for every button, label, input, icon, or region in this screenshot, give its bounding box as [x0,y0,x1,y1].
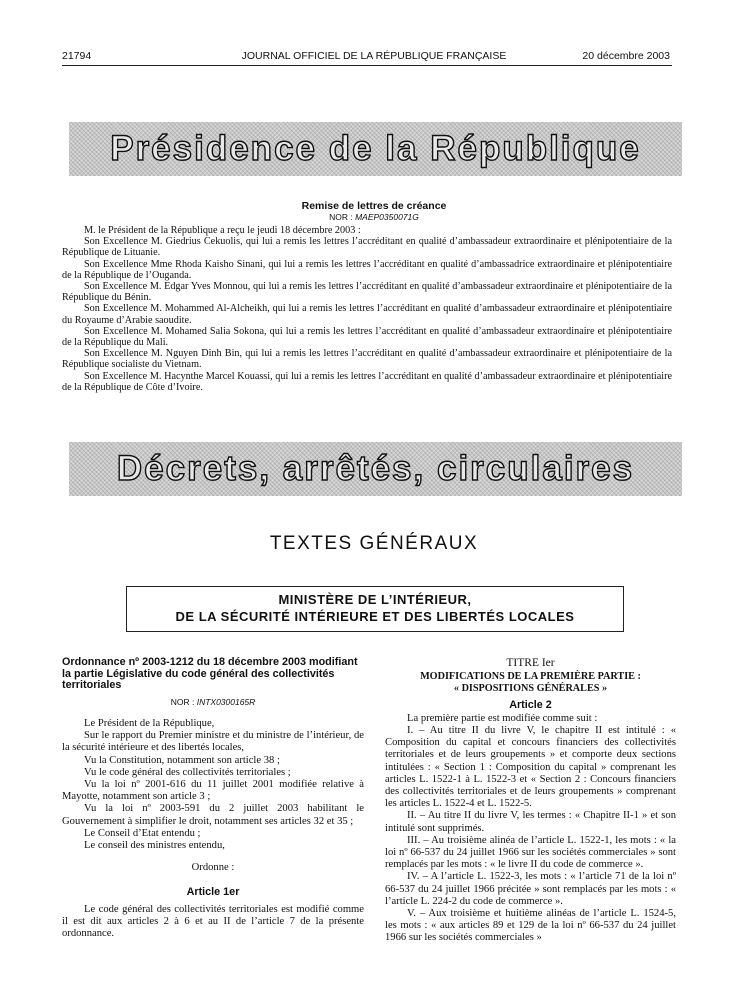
paragraph: Vu la loi nº 2001-616 du 11 juillet 2001 modifiée relative à Mayotte, notamment son article 3 ; [62,779,364,803]
paragraph: Le Conseil d’Etat entendu ; [84,827,201,839]
entry: Son Excellence Mme Rhoda Kaisho Sinani, qui lui a remis les lettres l’accréditant en qualité d’ambassadrice extraordinaire et plénipotentiaire de la République de l’Ouganda. [62,258,672,281]
paragraph: III. – Au troisième alinéa de l’article L. 1522-1, les mots : « la loi nº 66-537 du 24 juillet 1966 sur les sociétés commerciales » sont remplacés par les mots : « le livre II du code de commerce ». [385,834,676,871]
paragraph: IV. – A l’article L. 1522-3, les mots : « l’article 71 de la loi nº 66-537 du 24 juillet 1966 précitée » sont remplacés par les mots : « l’article L. 224-2 du code de commerce ». [385,871,676,907]
paragraph: Vu la loi nº 2003-591 du 2 juillet 2003 habilitant le Gouvernement à simplifier le droit, notamment ses articles 32 et 35 ; [62,803,364,827]
entry: Son Excellence M. Edgar Yves Monnou, qui lui a remis les lettres l’accréditant en qualité d’ambassadeur extraordinaire et plénipotentiaire de la République du Bénin. [62,281,672,304]
part-heading: MODIFICATIONS DE LA PREMIÈRE PARTIE : [420,671,641,683]
nor-label: NOR : [170,696,195,707]
left-column [62,657,364,940]
header-rule [62,65,672,66]
nor-code: INTX0300165R [196,696,256,707]
ministry-line2: DE LA SÉCURITÉ INTÉRIEURE ET DES LIBERTÉS LOCALES [175,609,575,624]
paragraph: Sur le rapport du Premier ministre et du ministre de l’intérieur, de la sécurité intérieure et des libertés locales, [62,730,364,754]
ordonnance-nor [62,696,364,708]
article-2-title: Article 2 [509,698,552,711]
ministry-line1: MINISTÈRE DE L’INTÉRIEUR, [278,592,472,607]
section1-intro: M. le Président de la République a reçu le jeudi 18 décembre 2003 : [84,225,361,236]
ordonne: Ordonne : [191,862,235,874]
nor-label: NOR : [329,212,353,222]
paragraph: Le conseil des ministres entendu, [84,840,225,852]
paragraph: Vu le code général des collectivités territoriales ; [84,766,291,778]
decrets-banner-text: Décrets, arrêtés, circulaires [116,449,635,488]
entry: Son Excellence M. Giedrius Cekuolis, qui lui a remis les lettres l’accréditant en qualité d’ambassadeur extraordinaire et plénipotentiaire de la République de Lituanie. [62,236,672,259]
section1-body [62,225,672,393]
paragraph: V. – Aux troisième et huitième alinéas de l’article L. 1524-5, les mots : « aux articles 89 et 129 de la loi nº 66-537 du 24 juillet 1966 sur les sociétés commerciales » [385,908,676,944]
entry: Son Excellence M. Mohammed Al-Alcheikh, qui lui a remis les lettres l’accréditant en qualité d’ambassadeur extraordinaire et plénipotentiaire du Royaume d’Arabie saoudite. [62,303,672,326]
journal-title: JOURNAL OFFICIEL DE LA RÉPUBLIQUE FRANÇAISE [241,50,507,62]
ordonnance-title: Ordonnance nº 2003-1212 du 18 décembre 2003 modifiant la partie Législative du code général des collectivités territoriales [62,656,358,692]
entry: Son Excellence M. Nguyen Dinh Bin, qui lui a remis les lettres l’accréditant en qualité d’ambassadeur extraordinaire et plénipotentiaire de la République socialiste du Vietnam. [62,348,672,371]
paragraph: I. – Au titre II du livre V, le chapitre II est intitulé : « Composition du capital et concours financiers des collectivités territoriales et de leurs groupements » et comporte deux sections intitulées : « Section 1 : Composition du capital » comprenant les articles L. 1522-1 à L. 1522-3 et « Section 2 : Concours financiers des collectivités territoriales et de leurs groupements » comprenant les articles L. 1522-4 et L. 1522-5. [385,725,676,810]
entry: Son Excellence M. Hacynthe Marcel Kouassi, qui lui a remis les lettres l’accréditant en qualité d’ambassadeur extraordinaire et plénipotentiaire de la République de Côte d’Ivoire. [62,370,672,393]
nor-code: MAEP0350071G [355,212,419,222]
paragraph: Vu la Constitution, notamment son article 38 ; [84,754,280,766]
decrets-banner [69,442,682,496]
entry: Son Excellence M. Mohamed Salia Sokona, qui lui a remis les lettres l’accréditant en qualité d’ambassadeur extraordinaire et plénipotentiaire de la République du Mali. [62,325,672,349]
presidence-banner-text: Présidence de la République [110,129,641,168]
article-1-title: Article 1er [186,886,240,899]
right-column [385,657,676,945]
part-subheading: « DISPOSITIONS GÉNÉRALES » [453,683,608,695]
textes-generaux-heading: TEXTES GÉNÉRAUX [269,533,479,554]
titre-heading: TITRE Ier [506,657,555,669]
ministry-box [126,586,624,632]
page-number: 21794 [62,50,92,62]
paragraph: Le Président de la République, [84,717,215,729]
section-nor [0,212,748,222]
header-date: 20 décembre 2003 [582,50,670,62]
article-1-text: Le code général des collectivités territoriales est modifié comme il est dit aux articles 2 à 6 et au II de l’article 7 de la présente ordonnance. [62,903,364,940]
presidence-banner [69,122,682,176]
paragraph: La première partie est modifiée comme suit : [407,712,598,724]
paragraph: II. – Au titre II du livre V, les termes : « Chapitre II-1 » et son intitulé sont supprimés. [385,810,676,834]
section-title: Remise de lettres de créance [301,200,447,212]
